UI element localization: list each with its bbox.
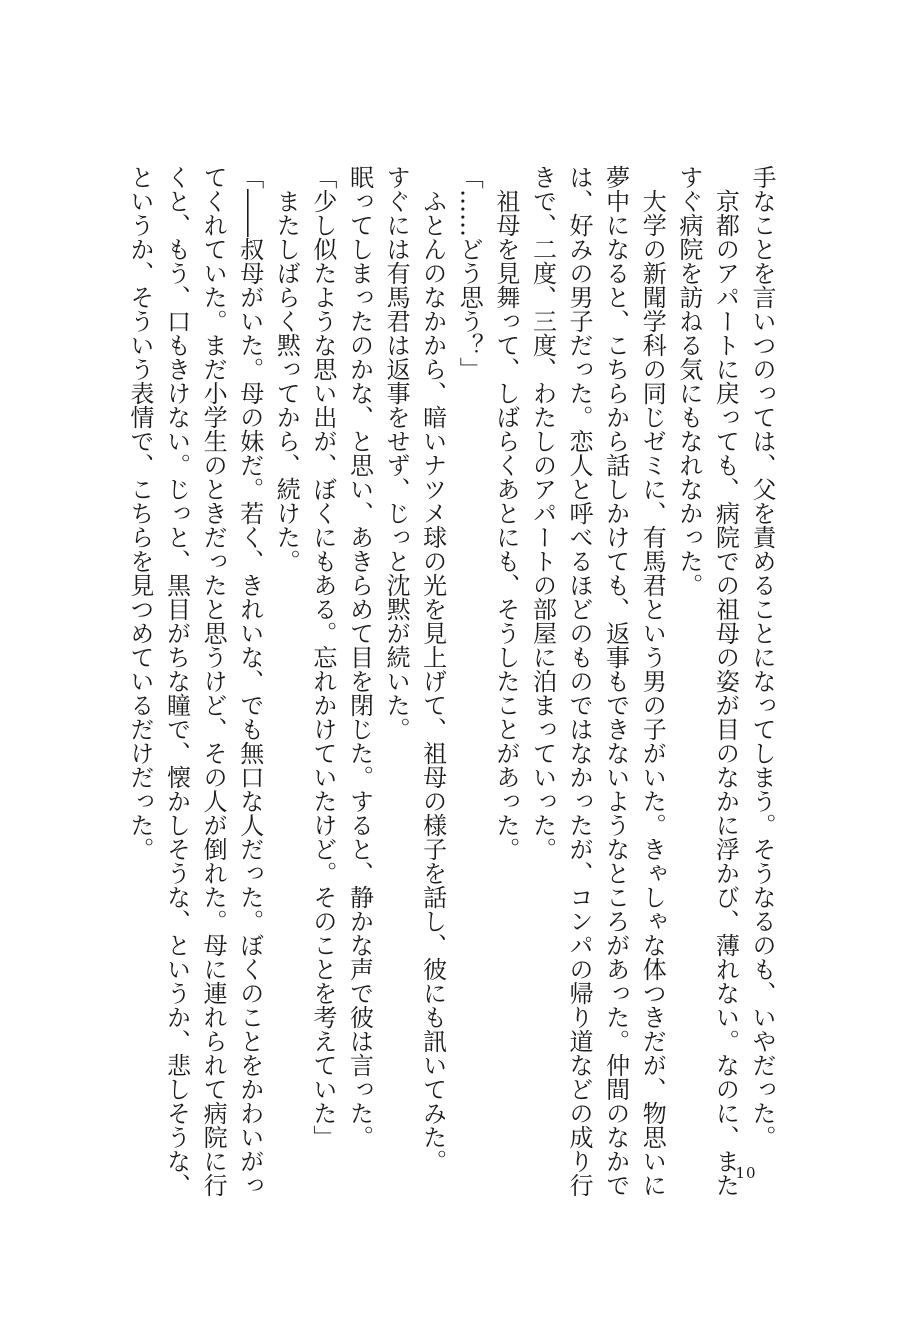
- text-line: きで、二度、三度、わたしのアパートの部屋に泊まっていった。: [528, 165, 557, 861]
- text-line: 祖母を見舞って、しばらくあとにも、そうしたことがあった。: [491, 165, 520, 861]
- text-line: 大学の新聞学科の同じゼミに、有馬君という男の子がいた。きゃしゃな体つきだが、物思いに: [638, 165, 667, 1197]
- text-line: というか、そういう表情で、こちらを見つめているだけだった。: [125, 165, 154, 861]
- text-line: 夢中になると、こちらから話しかけても、返事もできないようなところがあった。仲間のなかで: [601, 165, 630, 1197]
- text-line: すぐには有馬君は返事をせず、じっと沈黙が続いた。: [382, 165, 411, 741]
- text-line: 「――叔母がいた。母の妹だ。若く、きれいな、でも無口な人だった。ぼくのことをかわいがっ: [235, 165, 264, 1197]
- text-line: 「……どう思う？」: [455, 165, 484, 381]
- text-line: 「少し似たような思い出が、ぼくにもある。忘れかけていたけど。そのことを考えていた」: [308, 165, 337, 1149]
- text-line: くと、もう、口もきけない。じっと、黒目がちな瞳で、懐かしそうな、というか、悲しそうな、: [162, 165, 191, 1197]
- text-line: 京都のアパートに戻っても、病院での祖母の姿が目のなかに浮かび、薄れない。なのに、また: [711, 165, 740, 1197]
- text-line: 眠ってしまったのかな、と思い、あきらめて目を閉じた。すると、静かな声で彼は言った。: [345, 165, 374, 1149]
- page-number: 10: [735, 1164, 757, 1182]
- text-line: すぐ病院を訪ねる気にもなれなかった。: [674, 165, 703, 597]
- text-line: ふとんのなかから、暗いナツメ球の光を見上げて、祖母の様子を話し、彼にも訊いてみた。: [418, 165, 447, 1173]
- text-line: 手なことを言いつのっては、父を責めることになってしまう。そうなるのも、いやだった。: [748, 165, 776, 1149]
- text-line: は、好みの男子だった。恋人と呼べるほどのものではなかったが、コンパの帰り道などの成り行: [565, 165, 594, 1197]
- text-line: またしばらく黙ってから、続けた。: [272, 165, 301, 573]
- text-line: てくれていた。まだ小学生のときだったと思うけど、その人が倒れた。母に連れられて病院に行: [199, 165, 228, 1197]
